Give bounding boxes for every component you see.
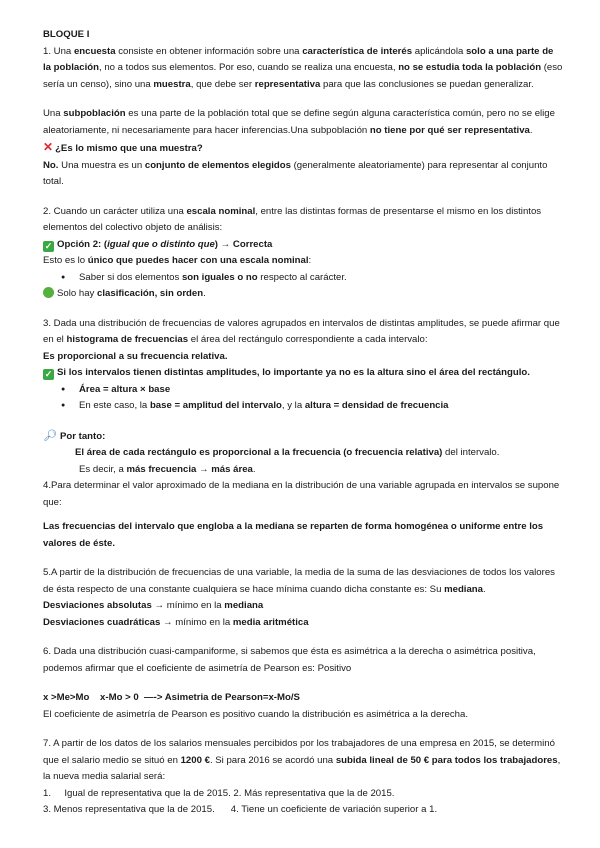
text: , que debe ser	[190, 78, 255, 90]
text: Esto es lo	[43, 255, 88, 266]
question-1	[43, 44, 563, 94]
cross-mark-icon: ✕	[43, 140, 54, 154]
text: para que las conclusiones se puedan generalizar.	[320, 78, 534, 90]
list-item: ● Saber si dos elementos son iguales o no respecto al carácter.	[43, 270, 563, 287]
check-mark-icon: ✓	[44, 369, 53, 379]
text-bold: Correcta	[232, 238, 273, 250]
text-bold: ¿Es lo mismo que una muestra?	[55, 143, 203, 154]
text: Una muestra es un	[58, 159, 145, 171]
subpoblacion-question	[43, 139, 563, 158]
text-bold: subpoblación	[63, 108, 126, 119]
text-bold: solo a una parte de la población	[43, 45, 554, 73]
question-4: 4.Para determinar el valor aproximado de la mediana en la distribución de una variable agrupada en intervalos se supone que:	[43, 480, 560, 508]
text-bold: único que puedes hacer con una escala nominal	[87, 255, 309, 266]
block-title: BLOQUE I	[43, 29, 90, 40]
question-5-line-2: Desviaciones cuadráticas → mínimo en la media aritmética	[43, 616, 309, 628]
question-6-formula: x >Me>Mo x-Mo > 0 —-> Asimetria de Pearson=x-Mo/S	[43, 692, 300, 703]
green-circle-icon	[43, 287, 54, 298]
question-5: 5.A partir de la distribución de frecuencias de una variable, la media de la suma de las desviaciones de todos los valores de ésta respecto de una constante cualquiera se hace mínima cuando dicha constante es: Su mediana.	[43, 567, 555, 595]
question-7: 7. A partir de los datos de los salarios mensuales percibidos por los trabajadores de una empresa en 2015, se determinó que el salario medio se situó en 1200 €. Si para 2016 se acordó una subida lineal de 50 € para todos los trabajadores, la nueva media salarial será:	[43, 738, 561, 782]
question-6: 6. Dada una distribución cuasi-campaniforme, si sabemos que ésta es asimétrica a la derecha o asimétrica positiva, podemos afirmar que el coeficiente de asimetría de Pearson es: Positivo	[43, 646, 536, 674]
text: es una parte de la población total que se define según alguna característica común, pero no se elige aleatoriamente, ni necesariamente para hacer inferencias.Una subpoblación	[43, 108, 555, 136]
text-bold: conjunto de elementos elegidos	[144, 159, 291, 171]
question-7-options-2: 3. Menos representativa que la de 2015. 4. Tiene un coeficiente de variación superior a 1.	[43, 804, 438, 815]
text: 2. Cuando un carácter utiliza una	[43, 205, 187, 217]
text-bold: característica de interés	[302, 45, 413, 57]
magnifier-icon: 🔎︎	[43, 429, 57, 442]
list-item: ● Área = altura × base	[43, 382, 563, 399]
subpoblacion-answer	[43, 158, 563, 191]
text: consiste en obtener información sobre una	[115, 45, 303, 57]
text: Una	[43, 108, 64, 119]
question-2-bullets	[43, 270, 563, 287]
text: .	[529, 124, 533, 136]
text: , entre las distintas formas de presentarse el mismo en los distintos elementos del colectivo objeto de análisis:	[43, 205, 542, 233]
question-6-explanation: El coeficiente de asimetría de Pearson es positivo cuando la distribución es asimétrica a la derecha.	[43, 708, 469, 720]
text-bold: No.	[43, 159, 59, 171]
por-tanto-line-1: El área de cada rectángulo es proporcional a la frecuencia (o frecuencia relativa) del intervalo.	[75, 447, 500, 458]
text: :	[308, 255, 312, 266]
question-2-option: ✓ Opción 2: (igual que o distinto que) → Correcta	[44, 238, 273, 251]
question-4-answer: Las frecuencias del intervalo que engloba a la mediana se reparten de forma homogénea o uniforme entre los valores de éste.	[43, 521, 544, 549]
question-3-answer: Es proporcional a su frecuencia relativa.	[43, 350, 228, 362]
text: (eso sería un censo), sino una	[43, 62, 563, 90]
question-7-options-1: 1. Igual de representativa que la de 2015. 2. Más representativa que la de 2015.	[43, 787, 395, 799]
question-2	[43, 204, 563, 237]
text-bold: encuesta	[73, 45, 116, 57]
text: aplicándola	[412, 45, 466, 57]
question-3: 3. Dada una distribución de frecuencias de valores agrupados en intervalos de distintas amplitudes, se puede afirmar que en el histograma de frecuencias el área del rectángulo correspondiente a cada intervalo:	[43, 317, 560, 345]
text: (generalmente aleatoriamente) para representar al conjunto total.	[43, 159, 548, 187]
por-tanto: 🔎︎ Por tanto:	[43, 429, 106, 442]
document-page	[43, 27, 563, 819]
text-bold: no tiene por qué ser representativa	[369, 124, 530, 136]
question-3-check: ✓ Si los intervalos tienen distintas amplitudes, lo importante ya no es la altura sino el área del rectángulo.	[44, 367, 530, 379]
question-2-solo: Solo hay clasificación, sin orden.	[43, 286, 563, 303]
question-5-line-1: Desviaciones absolutas → mínimo en la mediana	[43, 600, 264, 611]
question-2-esto	[43, 253, 563, 270]
text-bold: escala nominal	[186, 205, 256, 217]
text-bold: representativa	[254, 78, 321, 90]
text-bold: no se estudia toda la población	[398, 62, 542, 73]
text: , no a todos sus elementos. Por eso, cuando se realiza una encuesta,	[98, 62, 399, 73]
check-mark-icon: ✓	[44, 240, 53, 251]
subpoblacion-paragraph	[43, 106, 563, 139]
por-tanto-line-2: Es decir, a más frecuencia → más área.	[79, 463, 256, 475]
text-bold: Opción 2:	[57, 238, 102, 250]
list-item: ● En este caso, la base = amplitud del intervalo, y la altura = densidad de frecuencia	[43, 398, 563, 415]
question-3-bullets	[43, 382, 563, 415]
text-italic: igual que o distinto que	[107, 238, 215, 250]
text-bold: muestra	[153, 78, 191, 90]
text: 1. Una	[43, 45, 74, 57]
